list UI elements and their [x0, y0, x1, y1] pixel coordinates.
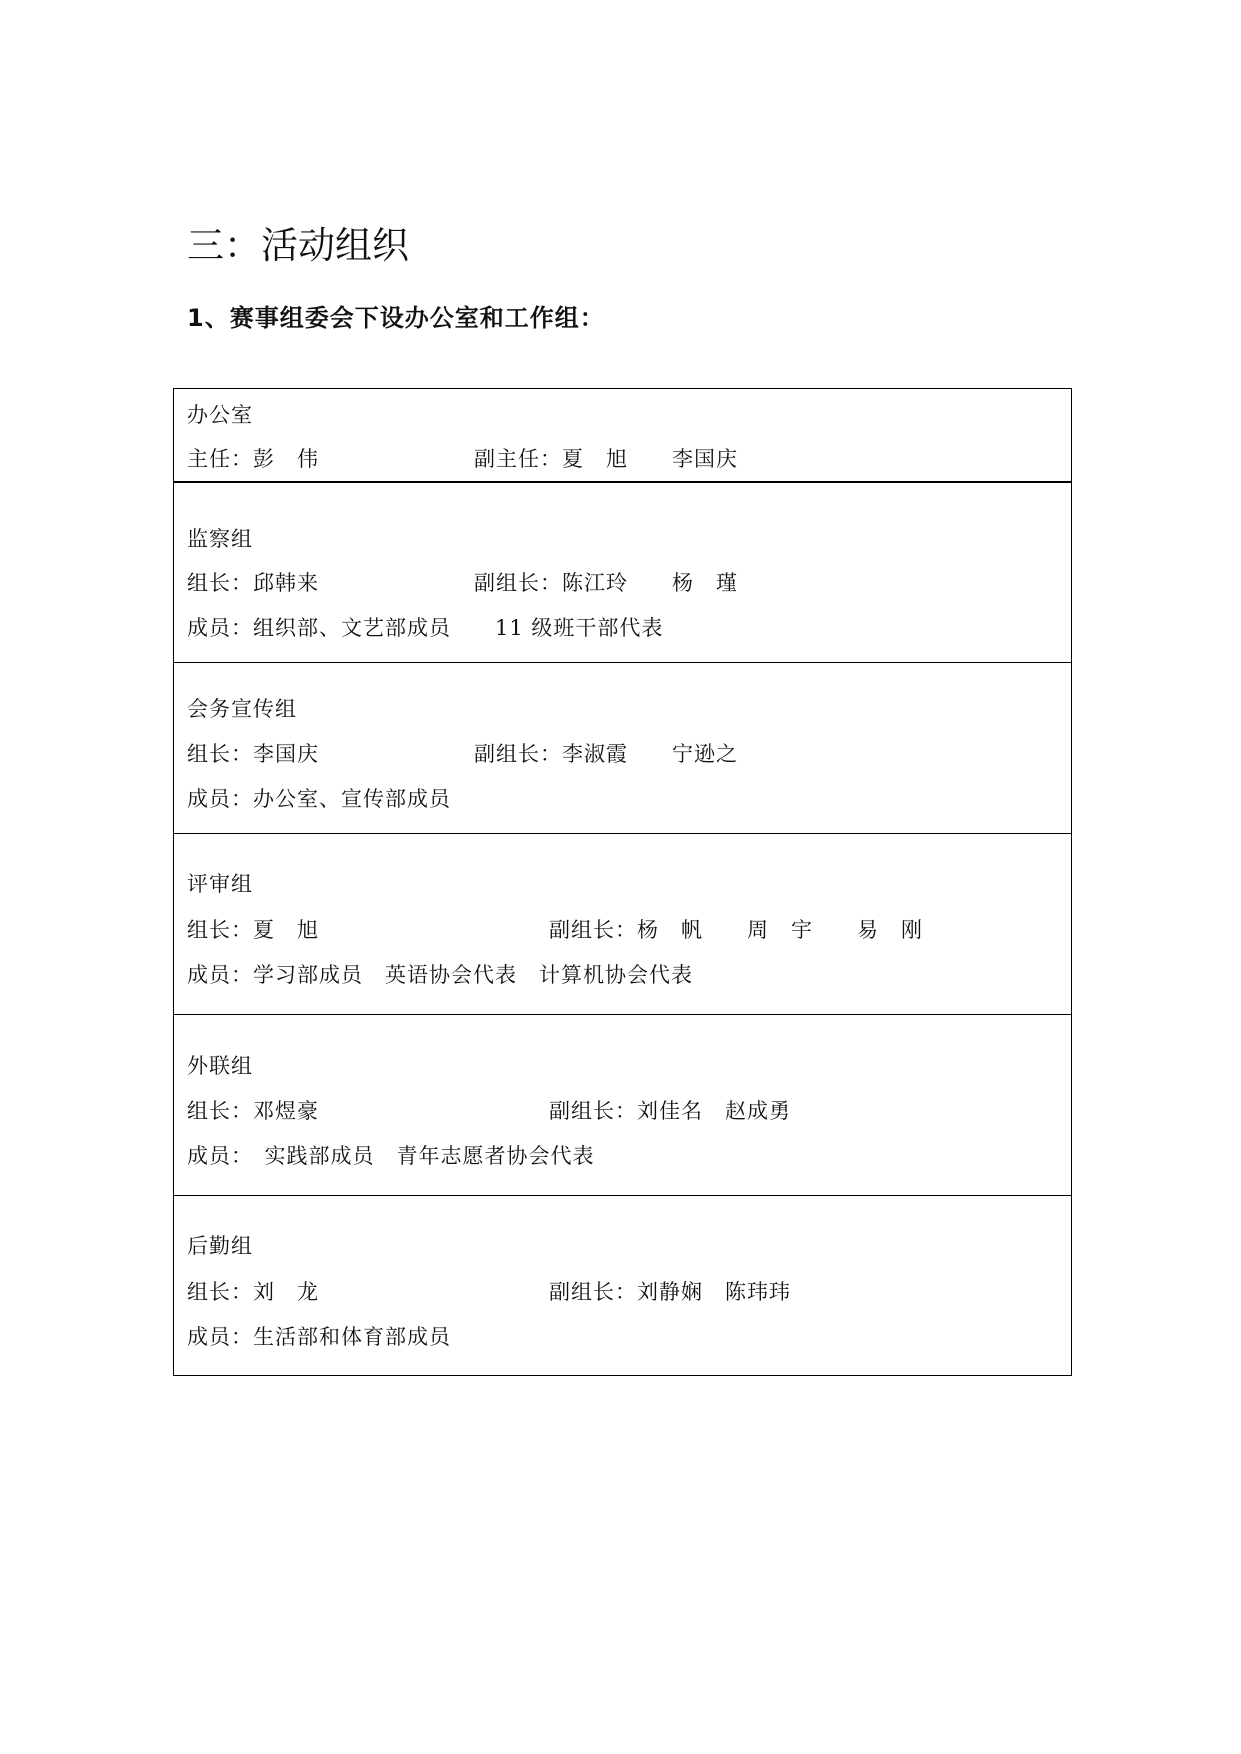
- group-name: 监察组: [187, 527, 253, 551]
- group-leader: 组长：邱韩来: [187, 571, 319, 595]
- group-name: 后勤组: [187, 1234, 253, 1258]
- group-external-relations: [174, 1014, 1071, 1195]
- group-members: 成员： 实践部成员 青年志愿者协会代表: [187, 1144, 595, 1168]
- group-logistics: [174, 1195, 1071, 1375]
- group-leader: 组长：刘 龙: [187, 1280, 319, 1304]
- group-judging: [174, 833, 1071, 1014]
- group-members: 成员：生活部和体育部成员: [187, 1325, 451, 1349]
- group-deputy: 副组长：刘佳名 赵成勇: [549, 1099, 791, 1123]
- group-deputy: 副主任：夏 旭 李国庆: [474, 447, 738, 471]
- sub-title: 1、赛事组委会下设办公室和工作组：: [187, 304, 605, 332]
- group-members: 成员：办公室、宣传部成员: [187, 787, 451, 811]
- group-deputy: 副组长：李淑霞 宁逊之: [474, 742, 738, 766]
- group-members: 成员：学习部成员 英语协会代表 计算机协会代表: [187, 963, 693, 987]
- group-name: 外联组: [187, 1054, 253, 1078]
- group-deputy: 副组长：杨 帆 周 宇 易 刚: [549, 918, 923, 942]
- organization-table: [173, 388, 1072, 1376]
- group-leader: 组长：夏 旭: [187, 918, 319, 942]
- group-deputy: 副组长：陈江玲 杨 瑾: [474, 571, 738, 595]
- group-members: 成员：组织部、文艺部成员 11 级班干部代表: [187, 616, 664, 640]
- group-deputy: 副组长：刘静娴 陈玮玮: [549, 1280, 791, 1304]
- group-publicity: [174, 662, 1071, 833]
- group-leader: 组长：李国庆: [187, 742, 319, 766]
- group-leader: 主任：彭 伟: [187, 447, 319, 471]
- group-name: 办公室: [187, 403, 253, 427]
- group-supervision: [174, 482, 1071, 662]
- group-leader: 组长：邓煜豪: [187, 1099, 319, 1123]
- group-office: [174, 389, 1071, 482]
- group-name: 评审组: [187, 872, 253, 896]
- section-title: 三：活动组织: [187, 224, 409, 267]
- group-name: 会务宣传组: [187, 697, 297, 721]
